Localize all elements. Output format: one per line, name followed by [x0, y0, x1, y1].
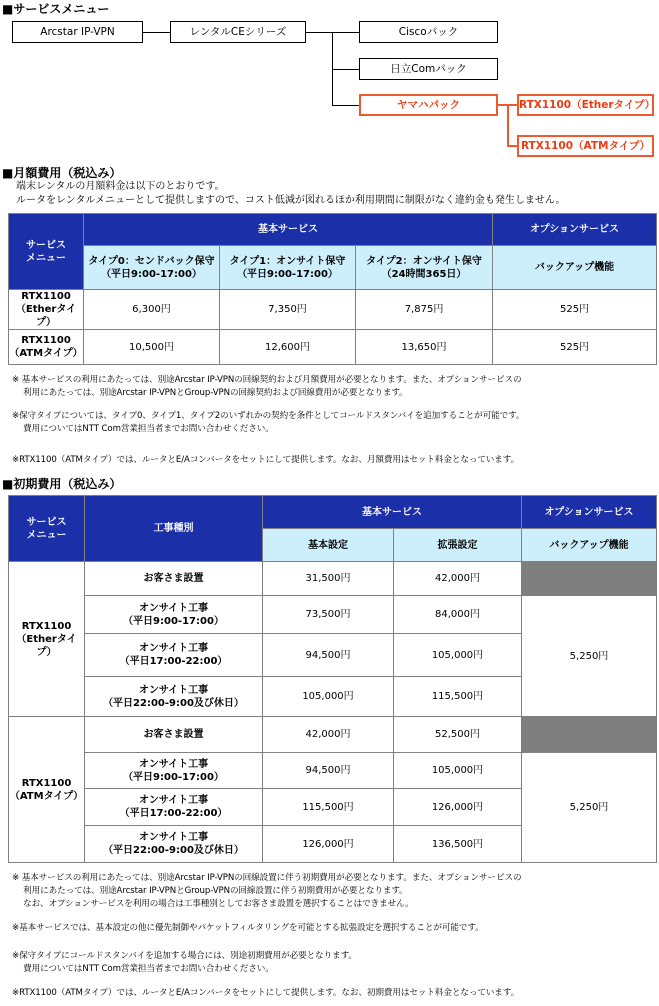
header-basic-service: 基本サービス — [84, 214, 493, 246]
arcstar-ipvpn-box: Arcstar IP-VPN — [12, 21, 143, 43]
table-row — [9, 753, 657, 789]
header-service-menu: サービス メニュー — [9, 496, 85, 562]
price-cell: 31,500円 — [263, 562, 394, 596]
header-work-type: 工事種別 — [85, 496, 263, 562]
price-cell: 42,000円 — [263, 717, 394, 753]
header-type2: タイプ2：オンサイト保守 （24時間365日） — [356, 246, 493, 290]
tree-line — [143, 32, 170, 33]
price-cell: 7,350円 — [220, 290, 356, 330]
initial-note: ※RTX1100（ATMタイプ）では、ルータとE/Aコンバータをセットにして提供します。なお、初期費用はセット料金となっています。 — [12, 988, 520, 998]
price-cell: 136,500円 — [394, 826, 522, 863]
option-price-cell: 5,250円 — [522, 596, 657, 717]
rtx1100-atm-box: RTX1100（ATMタイプ） — [517, 135, 654, 157]
price-cell: 115,500円 — [394, 677, 522, 717]
price-cell: 42,000円 — [394, 562, 522, 596]
tree-line — [332, 105, 359, 106]
monthly-fee-title: ■月額費用（税込み） — [2, 166, 122, 180]
initial-note: ※基本サービスでは、基本設定の他に優先制御やパケットフィルタリングを可能とする拡張設定を選択することが可能です。 — [12, 923, 484, 933]
tree-line — [332, 69, 359, 70]
price-cell: 115,500円 — [263, 789, 394, 826]
price-cell: 105,000円 — [394, 753, 522, 789]
price-cell: 12,600円 — [220, 330, 356, 365]
header-basic-setting: 基本設定 — [263, 529, 394, 562]
initial-note: 費用についてはNTT Com営業担当者までお問い合わせください。 — [12, 964, 274, 974]
header-type0: タイプ0：センドバック保守 （平日9:00-17:00） — [84, 246, 220, 290]
initial-note: ※ 基本サービスの利用にあたっては、別途Arcstar IP-VPNの回線設置に伴う初期費用が必要となります。また、オプションサービスの — [12, 873, 522, 883]
monthly-note: ※RTX1100（ATMタイプ）では、ルータとE/Aコンバータをセットにして提供します。なお、月額費用はセット料金となっています。 — [12, 455, 520, 465]
not-applicable-cell — [522, 717, 657, 753]
monthly-fee-table — [8, 213, 657, 365]
price-cell: 105,000円 — [263, 677, 394, 717]
monthly-desc-1: 端末レンタルの月額料金は以下のとおりです。 — [16, 181, 225, 192]
row-name: RTX1100 （ATMタイプ） — [9, 330, 84, 365]
hitachi-pack-box: 日立Comパック — [359, 58, 498, 80]
work-type-cell: オンサイト工事 （平日17:00-22:00） — [85, 634, 263, 677]
price-cell: 7,875円 — [356, 290, 493, 330]
initial-fee-table — [8, 495, 657, 863]
table-row — [9, 717, 657, 753]
monthly-note: ※ 基本サービスの利用にあたっては、別途Arcstar IP-VPNの回線契約および月額費用が必要となります。また、オプションサービスの — [12, 375, 522, 385]
initial-fee-title: ■初期費用（税込み） — [2, 477, 122, 491]
price-cell: 84,000円 — [394, 596, 522, 634]
service-menu-title: ■サービスメニュー — [2, 2, 110, 16]
tree-line-orange — [507, 145, 517, 147]
row-name: RTX1100 （Etherタイプ） — [9, 290, 84, 330]
table-row — [9, 330, 657, 365]
monthly-note: 費用についてはNTT Com営業担当者までお問い合わせください。 — [12, 424, 274, 434]
table-row — [9, 596, 657, 634]
table-row — [9, 562, 657, 596]
group-name: RTX1100 （Etherタイプ） — [9, 562, 85, 717]
work-type-cell: オンサイト工事 （平日9:00-17:00） — [85, 753, 263, 789]
option-price-cell: 5,250円 — [522, 753, 657, 863]
header-type1: タイプ1：オンサイト保守 （平日9:00-17:00） — [220, 246, 356, 290]
price-cell: 525円 — [493, 330, 657, 365]
price-cell: 13,650円 — [356, 330, 493, 365]
monthly-desc-2: ルータをレンタルメニューとして提供しますので、コスト低減が図れるほか利用期間に制限がなく違約金も発生しません。 — [16, 195, 566, 206]
header-backup: バックアップ機能 — [522, 529, 657, 562]
header-ext-setting: 拡張設定 — [394, 529, 522, 562]
header-basic-service: 基本サービス — [263, 496, 522, 529]
header-option-service: オプションサービス — [522, 496, 657, 529]
work-type-cell: お客さま設置 — [85, 717, 263, 753]
cisco-pack-box: Ciscoパック — [359, 21, 498, 43]
rtx1100-ether-box: RTX1100（Etherタイプ） — [517, 94, 654, 116]
price-cell: 73,500円 — [263, 596, 394, 634]
monthly-note: ※保守タイプについては、タイプ0、タイプ1、タイプ2のいずれかの契約を条件としてコールドスタンバイを追加することが可能です。 — [12, 411, 525, 421]
rental-ce-box: レンタルCEシリーズ — [170, 21, 306, 43]
not-applicable-cell — [522, 562, 657, 596]
table-row — [9, 290, 657, 330]
price-cell: 94,500円 — [263, 753, 394, 789]
initial-note: 利用にあたっては、別途Arcstar IP-VPNとGroup-VPNの回線設置に伴う初期費用が必要となります。 — [12, 886, 408, 896]
group-name: RTX1100 （ATMタイプ） — [9, 717, 85, 863]
header-option-service: オプションサービス — [493, 214, 657, 246]
price-cell: 105,000円 — [394, 634, 522, 677]
header-backup: バックアップ機能 — [493, 246, 657, 290]
initial-note: なお、オプションサービスを利用の場合は工事種別としてお客さま設置を選択することはできません。 — [12, 899, 414, 909]
tree-line-orange — [507, 104, 509, 146]
price-cell: 52,500円 — [394, 717, 522, 753]
price-cell: 525円 — [493, 290, 657, 330]
work-type-cell: オンサイト工事 （平日22:00-9:00及び休日） — [85, 677, 263, 717]
yamaha-pack-box: ヤマハパック — [359, 94, 498, 116]
price-cell: 126,000円 — [263, 826, 394, 863]
initial-note: ※保守タイプにコールドスタンバイを追加する場合には、別途初期費用が必要となります。 — [12, 951, 357, 961]
monthly-note: 利用にあたっては、別途Arcstar IP-VPNとGroup-VPNの回線契約および回線費用が必要となります。 — [12, 388, 408, 398]
work-type-cell: オンサイト工事 （平日9:00-17:00） — [85, 596, 263, 634]
price-cell: 10,500円 — [84, 330, 220, 365]
price-cell: 6,300円 — [84, 290, 220, 330]
work-type-cell: オンサイト工事 （平日17:00-22:00） — [85, 789, 263, 826]
price-cell: 94,500円 — [263, 634, 394, 677]
header-service-menu: サービス メニュー — [9, 214, 84, 290]
price-cell: 126,000円 — [394, 789, 522, 826]
work-type-cell: オンサイト工事 （平日22:00-9:00及び休日） — [85, 826, 263, 863]
work-type-cell: お客さま設置 — [85, 562, 263, 596]
